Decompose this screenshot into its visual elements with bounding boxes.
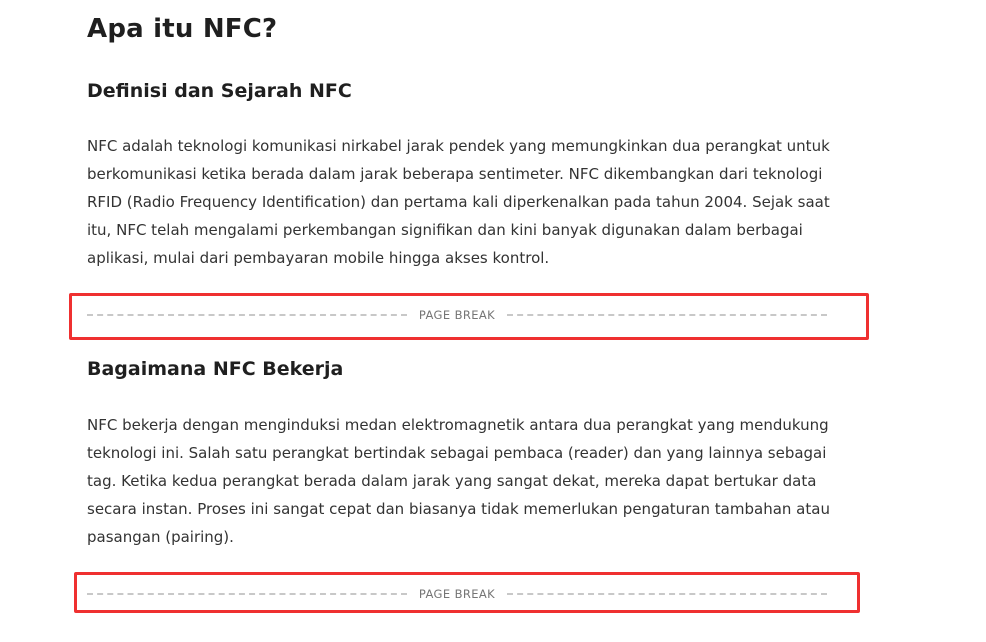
page-break-label: PAGE BREAK xyxy=(418,587,496,601)
page-title: Apa itu NFC? xyxy=(87,14,278,44)
highlight-box-2 xyxy=(74,572,860,613)
page-break-label: PAGE BREAK xyxy=(418,308,496,322)
highlight-box-1 xyxy=(69,293,869,340)
section-heading-definition: Definisi dan Sejarah NFC xyxy=(87,80,352,102)
section-body-definition: NFC adalah teknologi komunikasi nirkabel jarak pendek yang memungkinkan dua perangkat untuk berkomunikasi ketika berada dalam jarak beberapa sentimeter. NFC dikembangkan dari teknologi RFID (Radio Frequency Identification) dan pertama kali diperkenalkan pada tahun 2004. Sejak saat itu, NFC telah mengalami perkembangan signifikan dan kini banyak digunakan dalam berbagai aplikasi, mulai dari pembayaran mobile hingga akses kontrol. xyxy=(87,137,830,267)
section-heading-how-it-works: Bagaimana NFC Bekerja xyxy=(87,358,344,380)
section-body-how-it-works: NFC bekerja dengan menginduksi medan elektromagnetik antara dua perangkat yang mendukung teknologi ini. Salah satu perangkat bertindak sebagai pembaca (reader) dan yang lainnya sebagai tag. Ketika kedua perangkat berada dalam jarak yang sangat dekat, mereka dapat bertukar data secara instan. Proses ini sangat cepat dan biasanya tidak memerlukan pengaturan tambahan atau pasangan (pairing). xyxy=(87,416,830,546)
